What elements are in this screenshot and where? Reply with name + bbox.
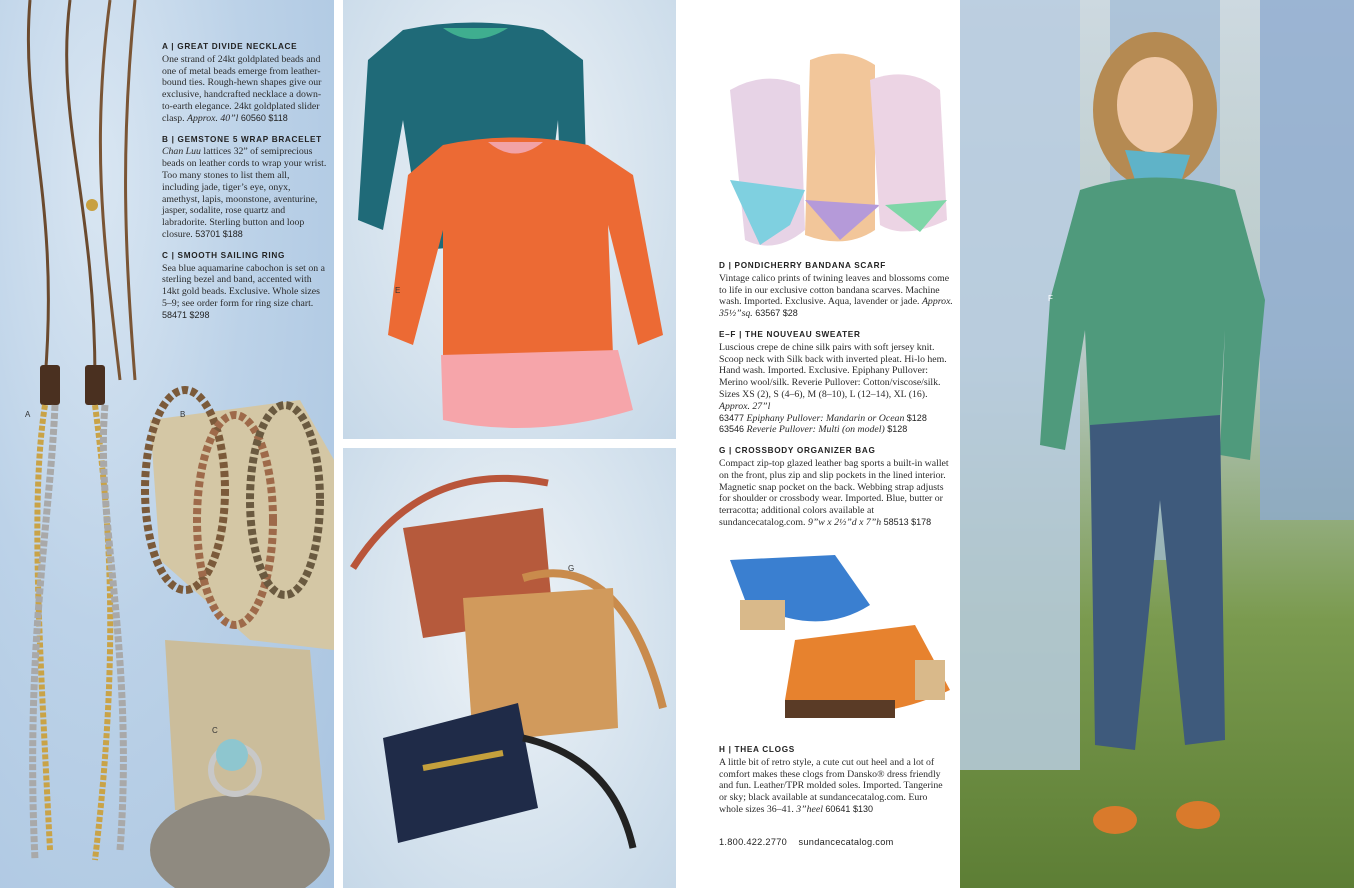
product-ef-description: Luscious crepe de chine silk pairs with soft jersey knit. Scoop neck with Silk back with inverted pleat. Hi-lo hem. Hand wash. Imported. Exclusive. Epiphany Pullover: Merino wool/silk. Reverie Pullover: Cotton/viscose/silk. Sizes XS (2), S (4–6), M (8–10), L (12–14), XL (16).: [719, 341, 947, 400]
product-d-sku: 63567: [755, 308, 783, 319]
product-a-price: $118: [268, 112, 288, 123]
model-photo: [960, 0, 1354, 888]
product-d: [719, 260, 953, 320]
product-c-sku: 58471: [162, 309, 190, 320]
product-c-description: Sea blue aquamarine cabochon is set on a sterling bezel and band, accented with 14kt gold beads. Exclusive. Whole sizes 5–9; see order form for ring size chart.: [162, 262, 325, 309]
product-b-brand: Chan Luu: [162, 146, 204, 158]
product-d-heading: D | PONDICHERRY BANDANA SCARF: [719, 261, 886, 270]
product-ef-size: Approx. 27”l: [719, 400, 771, 412]
photo-label-b: B: [180, 410, 186, 419]
product-b: [162, 134, 327, 241]
jewelry-panel: [0, 0, 334, 888]
product-ef-variant-1: Epiphany Pullover: Mandarin or Ocean: [746, 412, 907, 424]
sweaters-photo: [343, 0, 676, 439]
product-a-sku: 60560: [240, 112, 269, 123]
product-c-price: $298: [189, 309, 210, 320]
product-b-sku: 53701: [195, 228, 223, 239]
product-b-heading: B | GEMSTONE 5 WRAP BRACELET: [162, 134, 322, 144]
product-h-size: 3”heel: [796, 803, 826, 815]
product-ef-price-1: $128: [906, 412, 927, 423]
product-b-price: $188: [222, 228, 243, 239]
footer-website: sundancecatalog.com: [798, 837, 894, 847]
scarf-clog-panel: [685, 0, 960, 888]
product-b-description: lattices 32” of semiprecious beads on leather cords to wrap your wrist. Too many stones to list them all, including jade, tiger’s eye, onyx, amethyst, lapis, moonstone, aventurine, jasper, sodalite, rose quartz and labradorite. Sterling button and loop closure.: [162, 146, 327, 240]
product-g: [719, 445, 953, 529]
bags-photo: [343, 448, 676, 888]
product-h-description: A little bit of retro style, a cute cut out heel and a lot of comfort makes these clogs from Dansko® dress friendly and fun. Leather/TPR molded soles. Imported. Tangerine or sky; black available at sundancecatalog.com. Euro whole sizes 36–41.: [719, 756, 943, 815]
product-ef-sku-1: 63477: [719, 412, 747, 423]
product-a: [162, 41, 327, 125]
product-d-size: Approx. 35½”sq.: [719, 296, 953, 320]
product-g-sku: 58513: [883, 516, 912, 527]
photo-label-e: E: [395, 286, 401, 295]
sweaters-panel: [343, 0, 676, 439]
product-ef-heading: E–F | THE NOUVEAU SWEATER: [719, 329, 861, 339]
product-h-heading: H | THEA CLOGS: [719, 745, 795, 754]
model-panel: [960, 0, 1354, 888]
product-a-size: Approx. 40”l: [187, 112, 241, 124]
product-ef-line-1: [719, 413, 953, 425]
right-copy: [719, 260, 953, 538]
photo-label-f: F: [1048, 294, 1054, 303]
product-g-price: $178: [911, 516, 932, 527]
photo-label-g: G: [568, 564, 575, 573]
bags-panel: [343, 448, 676, 888]
product-h-price: $130: [852, 803, 873, 814]
footer-phone: 1.800.422.2770: [719, 837, 790, 847]
product-g-size: 9”w x 2½”d x 7”h: [807, 516, 884, 528]
product-ef-line-2: [719, 424, 953, 436]
catalog-footer: [719, 837, 894, 847]
jewelry-copy: [162, 41, 327, 331]
photo-label-a: A: [25, 410, 31, 419]
product-ef-variant-2: Reverie Pullover: Multi (on model): [746, 424, 888, 436]
product-g-description: Compact zip-top glazed leather bag sports a built-in wallet on the front, plus zip and slip pockets in the lined interior. Magnetic snap pocket on the back. Webbing strap adjusts for shoulder or crossbody wear. Imported. Blue, butter or terracotta; additional colors available at sundancecatalog.com.: [719, 457, 949, 528]
product-d-price: $28: [782, 308, 798, 319]
product-g-heading: G | CROSSBODY ORGANIZER BAG: [719, 446, 876, 456]
photo-label-c: C: [212, 726, 219, 735]
product-a-heading: A | GREAT DIVIDE NECKLACE: [162, 42, 298, 51]
product-h: [719, 744, 953, 816]
product-c-heading: C | SMOOTH SAILING RING: [162, 250, 286, 260]
product-ef: [719, 329, 953, 436]
product-d-description: Vintage calico prints of twining leaves and blossoms come to life in our exclusive cotton bandana scarves. Machine wash. Imported. Exclusive. Aqua, lavender or jade.: [719, 272, 950, 308]
product-c: [162, 250, 327, 322]
product-a-description: One strand of 24kt goldplated beads and one of metal beads emerge from leather-bound ties. Rough-hewn shapes give our exclusive, handcrafted necklace a down-to-earth elegance. 24kt goldplated slider clasp.: [162, 53, 322, 124]
product-h-sku: 60641: [825, 803, 853, 814]
product-ef-sku-2: 63546: [719, 424, 747, 435]
product-ef-price-2: $128: [887, 424, 908, 435]
